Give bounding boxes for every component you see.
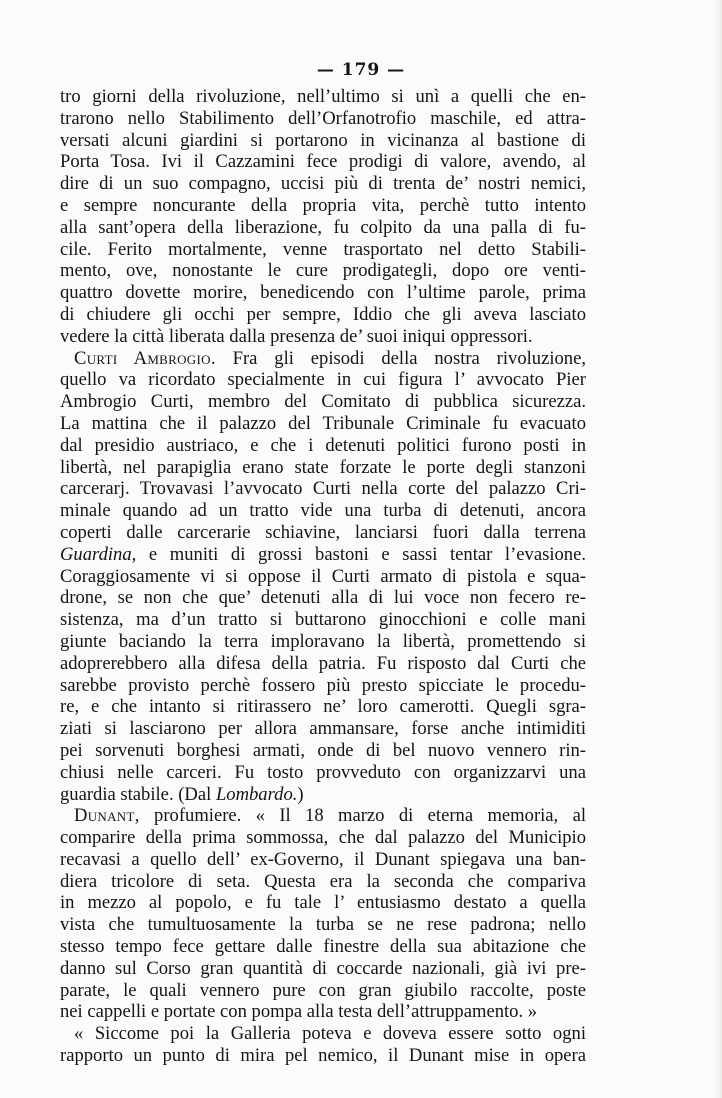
text-line bbox=[60, 544, 586, 566]
line-text: vedere la città liberata dalla presenza de’ suoi iniqui oppressori. bbox=[60, 325, 533, 347]
line-text: vista che tumultuosamente la turba se ne rese padrona; nello bbox=[60, 914, 586, 936]
line-text: mento, ove, nonostante le cure prodigategli, dopo ore venti- bbox=[60, 260, 586, 282]
line-text: di chiudere gli occhi per sempre, Iddio che gli aveva lasciato bbox=[60, 303, 586, 325]
italic-source: Lombardo. bbox=[215, 783, 298, 805]
text-line bbox=[60, 740, 586, 762]
line-text: e muniti di grossi bastoni e sassi tentar l’evasione. bbox=[136, 543, 586, 565]
page-edge-shadow bbox=[713, 0, 721, 1098]
text-line bbox=[60, 1001, 586, 1023]
line-text: re, e che intanto si ritirassero ne’ loro camerotti. Quegli sgra- bbox=[60, 696, 586, 718]
line-text: « Siccome poi la Galleria poteva e doveva essere sotto ogni bbox=[74, 1023, 586, 1045]
line-text: quattro dovette morire, benedicendo con l’ultime parole, prima bbox=[60, 282, 586, 304]
body-text bbox=[60, 86, 586, 1067]
line-text: ziati si lasciarono per allora ammansare, forse anche intimiditi bbox=[60, 718, 586, 740]
text-line bbox=[60, 369, 586, 391]
line-text: coperti dalle carcerarie schiavine, lanciarsi fuori dalla terrena bbox=[60, 521, 586, 543]
line-text-tail: ) bbox=[297, 783, 304, 805]
text-line bbox=[60, 217, 586, 239]
text-line bbox=[60, 522, 586, 544]
text-line bbox=[60, 435, 586, 457]
line-text: dire di un suo compagno, uccisi più di trenta de’ nostri nemici, bbox=[60, 173, 586, 195]
text-line bbox=[60, 173, 586, 195]
line-text: adoprerebbero alla difesa della patria. Fu risposto dal Curti che bbox=[60, 652, 586, 674]
text-line bbox=[60, 805, 586, 827]
text-line bbox=[60, 413, 586, 435]
line-text: nei cappelli e portate con pompa alla testa dell’attruppamento. » bbox=[60, 1001, 538, 1023]
line-text: stesso tempo fece gettare dalle finestre della sua abitazione che bbox=[60, 936, 586, 958]
line-text: Fra gli episodi della nostra rivoluzione, bbox=[215, 347, 586, 369]
text-line bbox=[60, 130, 586, 152]
text-line bbox=[60, 195, 586, 217]
line-text: comparire della prima sommossa, che dal palazzo del Municipio bbox=[60, 827, 586, 849]
text-line bbox=[60, 827, 586, 849]
text-line bbox=[60, 1045, 586, 1067]
text-line bbox=[60, 1023, 586, 1045]
line-text: in mezzo al popolo, e fu tale l’ entusiasmo destato a quella bbox=[60, 892, 586, 914]
text-line bbox=[60, 609, 586, 631]
text-line bbox=[60, 108, 586, 130]
line-text: profumiere. « Il 18 marzo di eterna memoria, al bbox=[139, 805, 586, 827]
text-line bbox=[60, 282, 586, 304]
text-line bbox=[60, 239, 586, 261]
line-text: Ambrogio Curti, membro del Comitato di pubblica sicurezza. bbox=[60, 391, 586, 413]
line-text: carcerarj. Trovavasi l’avvocato Curti nella corte del palazzo Cri- bbox=[60, 478, 586, 500]
line-text: sistenza, ma d’un tratto si buttarono ginocchioni e colle mani bbox=[60, 609, 586, 631]
line-text: dal presidio austriaco, e che i detenuti politici furono posti in bbox=[60, 434, 586, 456]
line-text: trarono nello Stabilimento dell’Orfanotrofio maschile, ed attra- bbox=[60, 107, 586, 129]
text-line bbox=[60, 718, 586, 740]
line-text: danno sul Corso gran quantità di coccarde nazionali, già ivi pre- bbox=[60, 957, 586, 979]
text-line bbox=[60, 86, 586, 108]
text-line bbox=[60, 151, 586, 173]
line-text: La mattina che il palazzo del Tribunale Criminale fu evacuato bbox=[60, 412, 586, 434]
text-line bbox=[60, 784, 586, 806]
line-text: giunte baciando la terra imploravano la libertà, promettendo si bbox=[60, 630, 586, 652]
text-line bbox=[60, 631, 586, 653]
line-text: Coraggiosamente vi si oppose il Curti armato di pistola e squa- bbox=[60, 565, 586, 587]
text-line bbox=[60, 587, 586, 609]
text-line bbox=[60, 326, 586, 348]
text-line bbox=[60, 936, 586, 958]
line-text: tro giorni della rivoluzione, nell’ultimo si unì a quelli che en- bbox=[60, 86, 586, 107]
text-line bbox=[60, 653, 586, 675]
text-line bbox=[60, 566, 586, 588]
text-line bbox=[60, 892, 586, 914]
text-line bbox=[60, 260, 586, 282]
line-text: recavasi a quello dell’ ex-Governo, il Dunant spiegava una ban- bbox=[60, 848, 586, 870]
text-line bbox=[60, 696, 586, 718]
line-text: cile. Ferito mortalmente, venne trasportato nel detto Stabili- bbox=[60, 238, 586, 260]
line-text: rapporto un punto di mira pel nemico, il Dunant mise in opera bbox=[60, 1045, 586, 1067]
text-line bbox=[60, 457, 586, 479]
line-text: parate, le quali vennero pure con gran giubilo raccolte, poste bbox=[60, 979, 586, 1001]
line-text: Porta Tosa. Ivi il Cazzamini fece prodigi di valore, avendo, al bbox=[60, 151, 586, 173]
text-line bbox=[60, 762, 586, 784]
line-text: drone, se non che que’ detenuti alla di lui voce non fecero re- bbox=[60, 587, 586, 609]
text-line bbox=[60, 980, 586, 1002]
text-line bbox=[60, 348, 586, 370]
text-line bbox=[60, 675, 586, 697]
line-text: sarebbe provisto perchè fossero più presto spicciate le procedu- bbox=[60, 674, 586, 696]
text-line bbox=[60, 500, 586, 522]
entry-heading: Curti Ambrogio. bbox=[74, 347, 216, 369]
page-number: — 179 — bbox=[316, 60, 406, 80]
text-line bbox=[60, 478, 586, 500]
line-text: minale quando ad un tratto vide una turba di detenuti, ancora bbox=[60, 500, 586, 522]
entry-heading: Dunant, bbox=[74, 805, 140, 827]
italic-term: Guardina, bbox=[60, 543, 137, 565]
line-text: guardia stabile. (Dal bbox=[60, 783, 216, 805]
text-line bbox=[60, 849, 586, 871]
text-line bbox=[60, 958, 586, 980]
line-text: quello va ricordato specialmente in cui figura l’ avvocato Pier bbox=[60, 369, 586, 391]
line-text: diera tricolore di seta. Questa era la seconda che compariva bbox=[60, 870, 586, 892]
line-text: versati alcuni giardini si portarono in vicinanza al bastione di bbox=[60, 129, 586, 151]
line-text: libertà, nel parapiglia erano state forzate le porte degli stanzoni bbox=[60, 456, 586, 478]
line-text: pei sorvenuti borghesi armati, onde di bel nuovo vennero rin- bbox=[60, 739, 586, 761]
text-line bbox=[60, 304, 586, 326]
text-line bbox=[60, 871, 586, 893]
line-text: chiusi nelle carceri. Fu tosto provveduto con organizzarvi una bbox=[60, 761, 586, 783]
line-text: e sempre noncurante della propria vita, perchè tutto intento bbox=[60, 194, 586, 216]
text-line bbox=[60, 391, 586, 413]
line-text: alla sant’opera della liberazione, fu colpito da una palla di fu- bbox=[60, 216, 586, 238]
text-line bbox=[60, 914, 586, 936]
